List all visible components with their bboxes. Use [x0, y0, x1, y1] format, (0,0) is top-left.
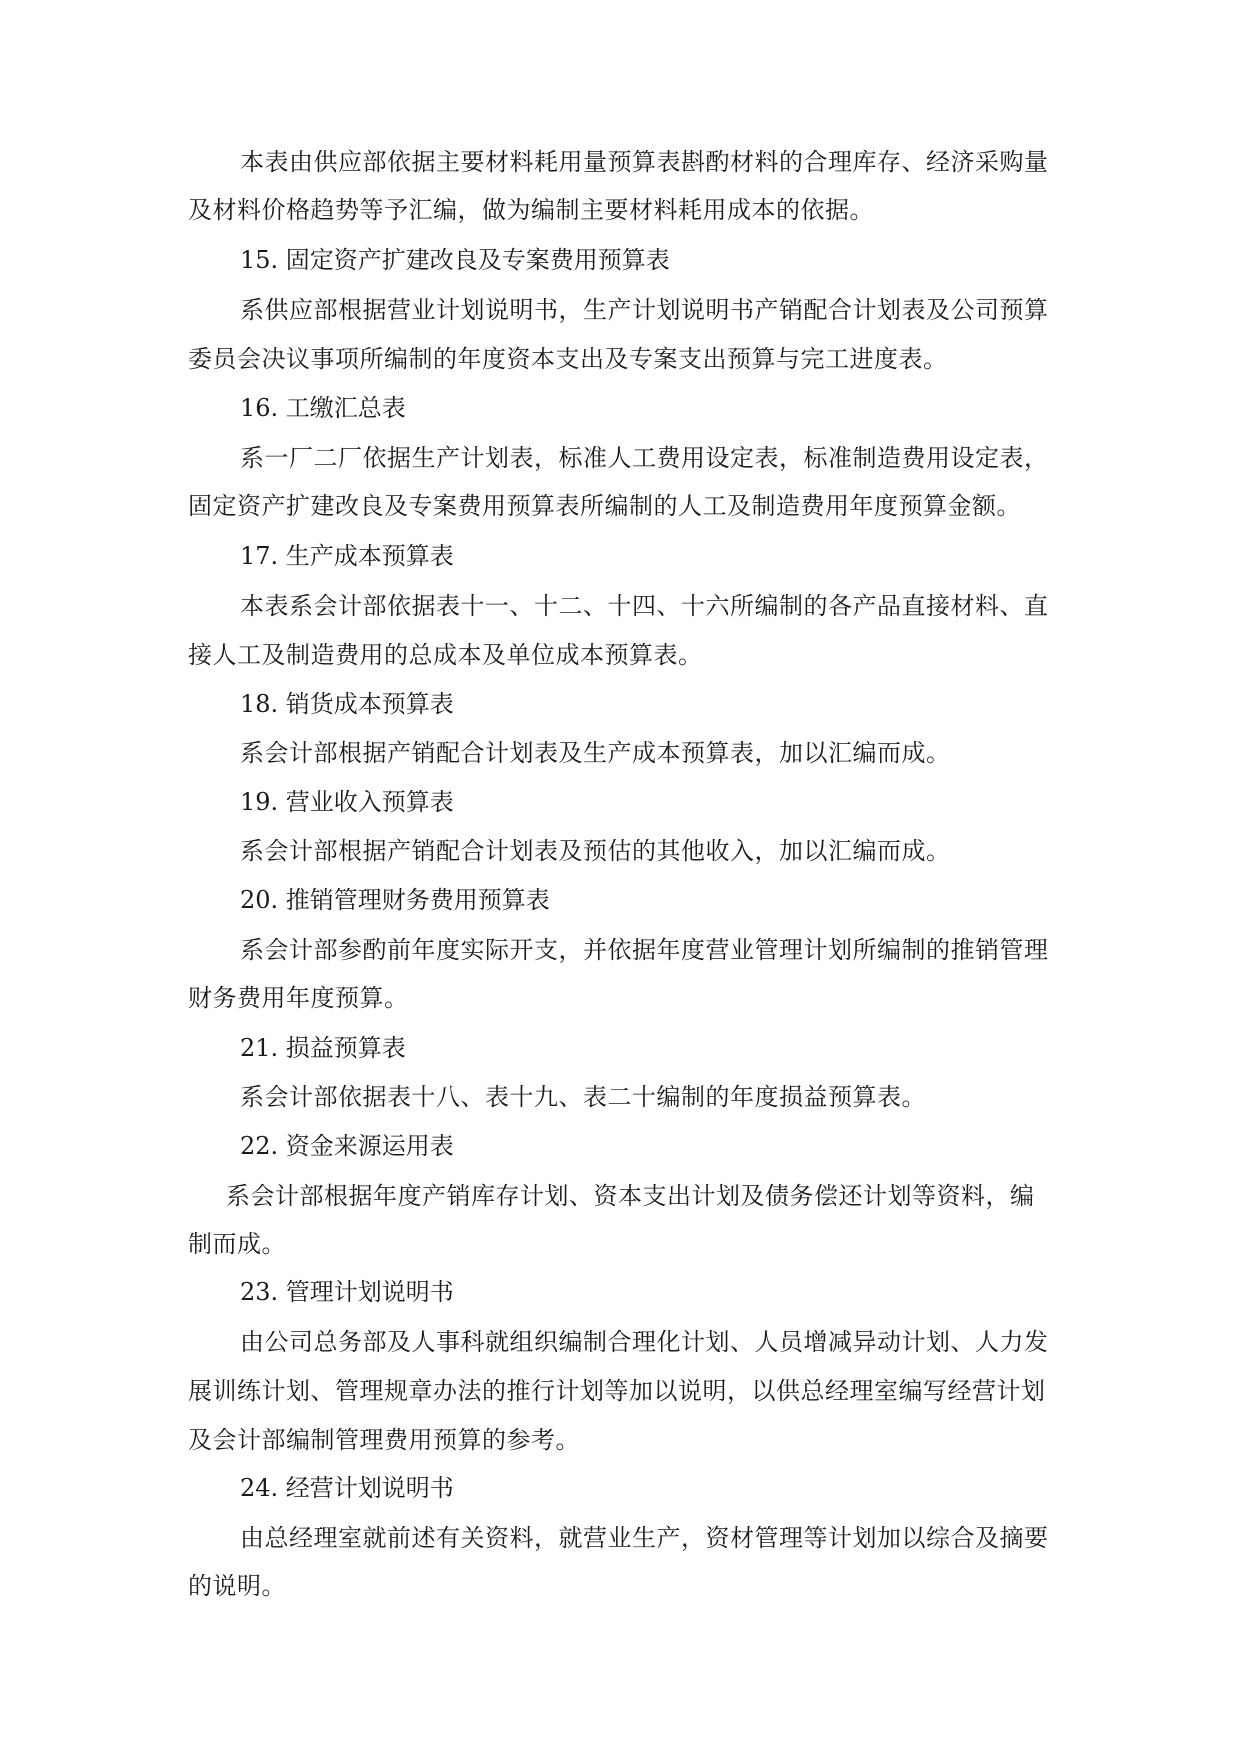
paragraph-20-line-1: 系会计部参酌前年度实际开支，并依据年度营业管理计划所编制的推销管理 — [240, 936, 1049, 964]
paragraph-15-line-2: 委员会决议事项所编制的年度资本支出及专案支出预算与完工进度表。 — [188, 345, 948, 373]
paragraph-16-line-1: 系一厂二厂依据生产计划表，标准人工费用设定表，标准制造费用设定表， — [240, 444, 1049, 472]
item-heading-22: 22. 资金来源运用表 — [240, 1132, 454, 1160]
paragraph-22-line-2: 制而成。 — [188, 1230, 286, 1258]
item-heading-20: 20. 推销管理财务费用预算表 — [240, 886, 550, 914]
paragraph-14-line-2: 及材料价格趋势等予汇编，做为编制主要材料耗用成本的依据。 — [188, 196, 874, 224]
paragraph-24-line-2: 的说明。 — [188, 1572, 286, 1600]
paragraph-19-line-1: 系会计部根据产销配合计划表及预估的其他收入，加以汇编而成。 — [240, 837, 951, 865]
paragraph-24-line-1: 由总经理室就前述有关资料，就营业生产，资材管理等计划加以综合及摘要 — [240, 1524, 1049, 1552]
paragraph-17-line-2: 接人工及制造费用的总成本及单位成本预算表。 — [188, 641, 703, 669]
item-heading-16: 16. 工缴汇总表 — [240, 394, 406, 422]
paragraph-23-line-2: 展训练计划、管理规章办法的推行计划等加以说明，以供总经理室编写经营计划 — [188, 1377, 1046, 1405]
paragraph-16-line-2: 固定资产扩建改良及专案费用预算表所编制的人工及制造费用年度预算金额。 — [188, 492, 1021, 520]
item-heading-21: 21. 损益预算表 — [240, 1034, 406, 1062]
item-heading-18: 18. 销货成本预算表 — [240, 690, 454, 718]
paragraph-14-line-1: 本表由供应部依据主要材料耗用量预算表斟酌材料的合理库存、经济采购量 — [240, 148, 1049, 176]
item-heading-17: 17. 生产成本预算表 — [240, 542, 454, 570]
paragraph-22-line-1: 系会计部根据年度产销库存计划、资本支出计划及债务偿还计划等资料，编 — [226, 1182, 1035, 1210]
paragraph-15-line-1: 系供应部根据营业计划说明书，生产计划说明书产销配合计划表及公司预算 — [240, 296, 1049, 324]
paragraph-21-line-1: 系会计部依据表十八、表十九、表二十编制的年度损益预算表。 — [240, 1083, 926, 1111]
paragraph-23-line-1: 由公司总务部及人事科就组织编制合理化计划、人员增减异动计划、人力发 — [240, 1328, 1049, 1356]
item-heading-15: 15. 固定资产扩建改良及专案费用预算表 — [240, 246, 670, 274]
paragraph-17-line-1: 本表系会计部依据表十一、十二、十四、十六所编制的各产品直接材料、直 — [240, 592, 1049, 620]
paragraph-20-line-2: 财务费用年度预算。 — [188, 984, 409, 1012]
item-heading-19: 19. 营业收入预算表 — [240, 788, 454, 816]
paragraph-18-line-1: 系会计部根据产销配合计划表及生产成本预算表，加以汇编而成。 — [240, 739, 951, 767]
paragraph-23-line-3: 及会计部编制管理费用预算的参考。 — [188, 1426, 580, 1454]
item-heading-23: 23. 管理计划说明书 — [240, 1278, 454, 1306]
item-heading-24: 24. 经营计划说明书 — [240, 1474, 454, 1502]
